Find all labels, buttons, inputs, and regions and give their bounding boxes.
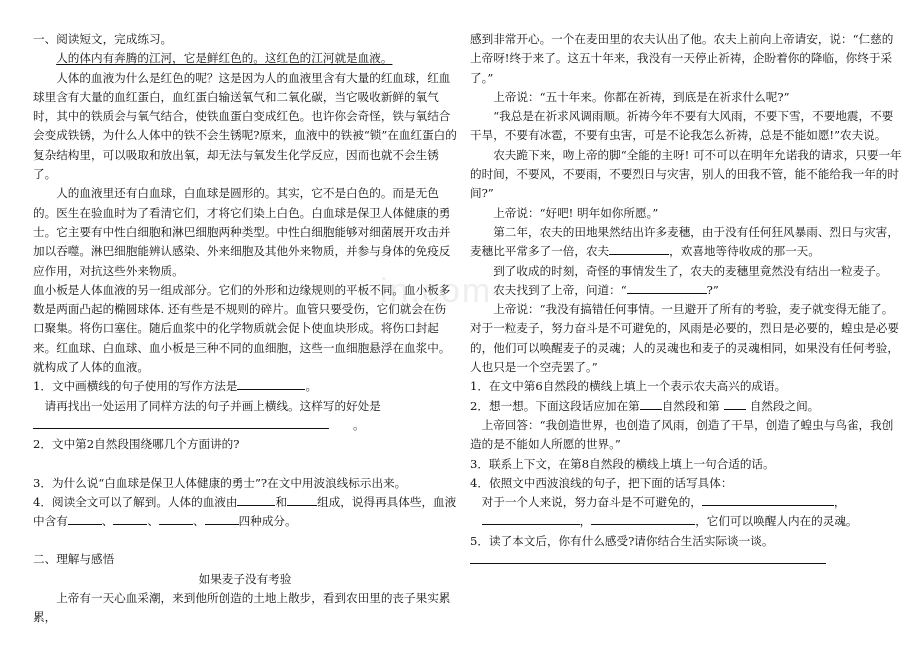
question-4 <box>33 493 457 532</box>
right-question-2 <box>470 397 902 416</box>
rq5-answer <box>470 551 902 570</box>
q2-answer-space[interactable] <box>33 455 457 474</box>
para6-text-a: 第二年，农夫的田地果然结出许多麦穗，由于没有任何狂风暴雨、烈日与灾害，麦穗比平常多了一倍，农夫 <box>470 224 899 259</box>
rq2-text-b: 自然段和第 <box>661 398 720 413</box>
right-question-2-quote: 上帝回答：“我创造世界，也创造了风雨，创造了干旱，创造了蝗虫与鸟雀，我创造的是不能如人所愿的世界。” <box>470 417 894 452</box>
q4-sep-2: 、 <box>147 514 160 529</box>
q4-end: 四种成分。 <box>238 514 297 529</box>
story-para7: 到了收成的时刻，奇怪的事情发生了，农夫的麦穗里竟然没有结出一粒麦子。 <box>493 263 888 278</box>
para8-text-b: ?” <box>706 282 719 297</box>
rq4-blank-2[interactable] <box>482 512 580 525</box>
passage-para2 <box>33 184 457 280</box>
right-question-1: 1．在文中第6自然段的横线上填上一个表示农夫高兴的成语。 <box>470 379 787 394</box>
para8-blank[interactable] <box>627 281 707 294</box>
rq2-text-a: 2．想一想。下面这段话应加在第 <box>470 398 640 413</box>
para6-blank[interactable] <box>609 242 669 255</box>
para8-text-a: 农夫找到了上帝，问道：“ <box>493 282 627 297</box>
q1b-answer-blank[interactable] <box>33 416 329 429</box>
para6-text-b: ，欢喜地等待收成的那一天。 <box>669 244 820 259</box>
rq4-line1 <box>470 493 902 512</box>
q4-sep-1: 、 <box>101 514 114 529</box>
underlined-sentence <box>33 49 457 68</box>
story-para3: “我总是在祈求风调雨顺。祈祷今年不要有大风雨，不要下雪，不要地震，不要干旱，不要有冰雹，不要有虫害，可是不论我怎么祈祷，总是不能如愿!”农夫说。 <box>470 109 894 143</box>
story-para2: 上帝说：“五十年来。你都在祈祷，到底是在祈求什么呢?” <box>493 89 790 104</box>
story-para5: 上帝说：“好吧! 明年如你所愿。” <box>493 205 659 220</box>
section2-title: 二、理解与感悟 <box>33 552 115 567</box>
rq4-line-end: ， <box>833 495 846 510</box>
rq5-answer-blank[interactable] <box>470 551 826 564</box>
q4-text-b: 组成，说得再具体些，血液中含有 <box>33 494 457 529</box>
right-question-3: 3．联系上下文，在第8自然段的横线上填上一句合适的话。 <box>470 456 775 471</box>
q4-sep-3: 、 <box>193 514 205 529</box>
story-para8 <box>470 281 902 300</box>
q1-text: 1．文中画横线的句子使用的写作方法是 <box>33 379 238 394</box>
question-1b <box>33 397 457 416</box>
para9-text: 上帝说：“我没有搞错任何事情。一旦避开了所有的考验，麦子就变得无能了。对于一粒麦子，努力奋斗是不可避免的，风雨是必要的，烈日是必要的，蝗虫是必要的，他们可以唤醒麦子的灵魂；人的灵魂也和麦子的灵魂相同，如果没有任何考验，人也只是一个空壳罢了。” <box>470 302 899 375</box>
rq4-blank-3[interactable] <box>591 512 695 525</box>
rq2-text-c: 自然段之间。 <box>749 398 820 413</box>
para1-text-a: 人体的血液为什么是红色的呢？这是因为人的血液里含有大量的红血球，红血球里含有大量的血红蛋白，血红蛋白输送氧气和二氧化碳，当它吸收新鲜的氧气时， <box>33 70 451 124</box>
right-column <box>470 30 902 570</box>
story-para4: 农夫跪下来，吻上帝的脚“全能的主呀! 可不可以在明年允诺我的请求，只要一年的时间，不要风，不要雨，不要烈日与灾害，别人的田我不管，能不能给我一年的时间?” <box>470 147 902 201</box>
rq4-sep: ， <box>579 514 592 529</box>
story-para1-cont: 感到非常开心。一个在麦田里的农夫认出了他。农夫上前向上帝请安，说：“仁慈的上帝呀!终于来了。这五十年来，我没有一天停止祈祷，企盼着你的降临，你终于采了。” <box>470 32 894 85</box>
q1b-end: 。 <box>353 417 365 432</box>
para1-text-b: 其中的铁质会与氧气结合，使铁血蛋白变成红色。也许你会奇怪，铁与氧结合会变成铁锈，为什么人体中的铁不会生锈呢?原来，血液中的铁被“锁”在血红蛋白的复杂结构里，可以吸取和放出氧，却无法与氧发生化学反应，因而也就不会生锈了。 <box>33 109 457 182</box>
rq4-end: ，它们可以唤醒人内在的灵魂。 <box>695 514 858 529</box>
section1-title: 一、阅读短文，完成练习。 <box>33 32 173 46</box>
q4-blank-1[interactable] <box>237 493 275 506</box>
left-column <box>33 30 457 628</box>
right-question-4: 4．依照文中西波浪线的句子，把下面的话写具体： <box>470 475 733 490</box>
rq2-blank-1[interactable] <box>640 397 662 410</box>
q4-blank-4[interactable] <box>113 512 147 525</box>
para2-text-b: 它主要有中性白细胞和淋巴细胞两种类型。中性白细胞能够对细菌展开攻击并加以吞噬。淋巴细胞能辨认感染、外来细胞及其他外来物质，并参与身体的免疫反应作用，对抗这些外来物质。 <box>33 224 451 278</box>
story-para6 <box>470 223 902 262</box>
rq4-blank-1[interactable] <box>702 493 834 506</box>
q4-blank-2[interactable] <box>287 493 317 506</box>
watermark: in.com <box>380 272 493 310</box>
right-question-5: 5．读了本文后，你有什么感受?请你结合生活实际谈一谈。 <box>470 533 774 548</box>
question-1b-answer <box>33 416 457 435</box>
question-1 <box>33 377 457 396</box>
rq4-line2 <box>470 512 902 531</box>
q4-blank-6[interactable] <box>205 512 239 525</box>
rq4-line-text: 对于一个人来说，努力奋斗是不可避免的， <box>481 495 702 510</box>
story-para9 <box>470 300 902 377</box>
q1b-text: 请再找出一处运用了同样方法的句子并画上横线。这样写的好处是 <box>44 398 381 413</box>
q4-text-a: 4．阅读全文可以了解到。人体的血液由 <box>33 494 238 509</box>
q4-blank-3[interactable] <box>68 512 102 525</box>
spacer <box>33 531 457 550</box>
rq2-blank-2[interactable] <box>724 397 746 410</box>
q4-and: 和 <box>275 494 288 509</box>
q4-blank-5[interactable] <box>159 512 193 525</box>
story-para1: 上帝有一天心血采潮，来到他所创造的土地上散步，看到农田里的丧子果实累累， <box>33 591 451 625</box>
passage-para3: 血小板是人体血液的另一组成部分。它们的外形和边缘规则的平板不同。血小板多数是两面凸起的椭圆球体. 还有些是不规则的碎片。血管只要受伤，它们就会在伤口聚集。将伤口塞住。随后血浆中的化学物质就会促卜使血块形成。将伤口封起来。红血球、白血球、血小板是三种不同的血细胞，这些一血细胞悬浮在血浆中。就构成了人体的血液。 <box>33 282 451 375</box>
question-3: 3．为什么说“白血球是保卫人体健康的勇士”?在文中用波浪线标示出来。 <box>33 475 407 490</box>
q1-answer-blank[interactable] <box>237 377 305 390</box>
underlined-text: 人的体内有奔腾的江河，它是鲜红色的。这红色的江河就是血液。 <box>56 51 393 66</box>
passage-para1 <box>33 69 457 185</box>
story-title: 如果麦子没有考验 <box>198 571 292 586</box>
q1-end: 。 <box>305 379 318 394</box>
para2-text-a: 人的血液里还有白血球，白血球是圆形的。其实，它不是白色的。而是无色的。医生在验血时为了看清它们，才将它们染上白色。 <box>33 186 439 220</box>
para2-wavy-text: 白血球是保卫人体健康的勇士。 <box>33 205 451 239</box>
question-2: 2．文中第2自然段围绕哪几个方面讲的? <box>33 437 240 452</box>
